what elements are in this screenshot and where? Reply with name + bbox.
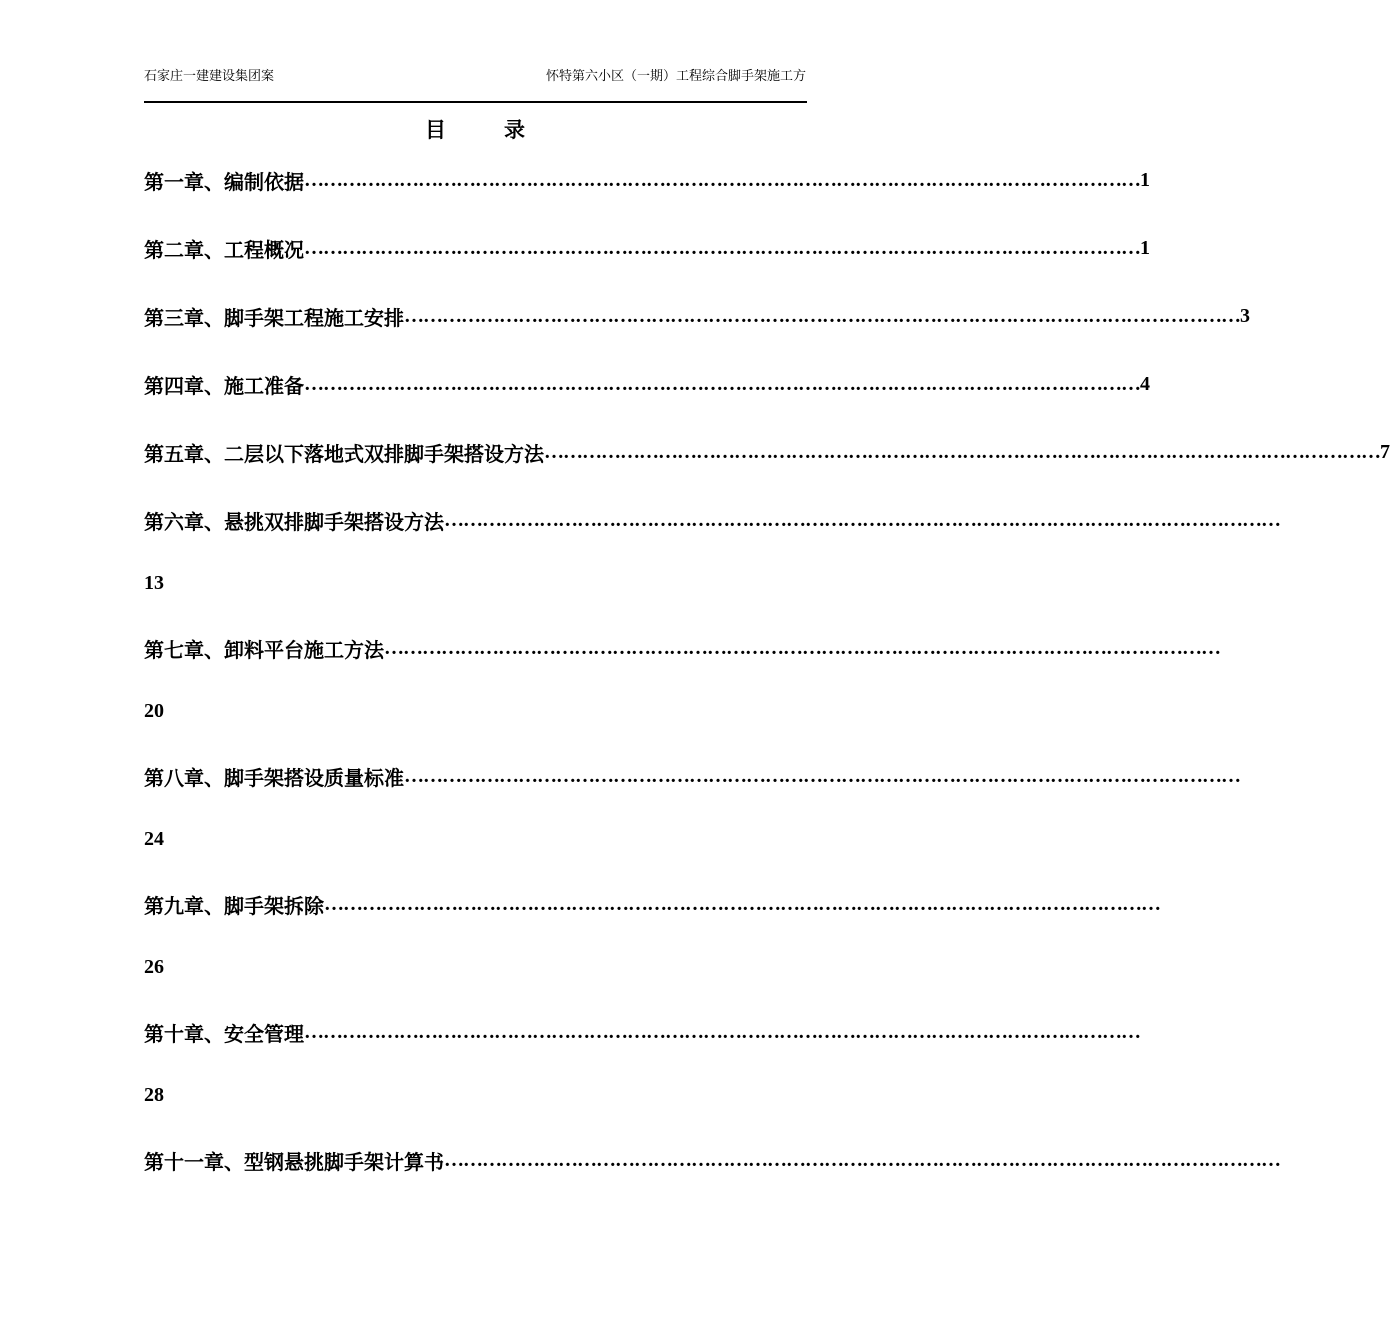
toc-entry-label: 第六章、悬挑双排脚手架搭设方法 <box>144 509 444 534</box>
toc-entry[interactable] <box>144 500 1280 540</box>
toc-entry-page: 1 <box>1140 168 1150 191</box>
toc-dot-leader: …………………………………………………………………………………………………………………… <box>444 1148 1280 1171</box>
toc-entry[interactable] <box>144 884 1160 924</box>
header-left-text: 石家庄一建建设集团案 <box>144 69 275 84</box>
toc-entry-label: 第七章、卸料平台施工方法 <box>144 637 384 662</box>
toc-entry-label: 第二章、工程概况 <box>144 237 304 262</box>
toc-entry-page: 4 <box>1140 372 1150 395</box>
toc-entry[interactable] <box>144 1140 1280 1180</box>
toc-title <box>0 116 950 144</box>
header-divider <box>144 101 807 103</box>
toc-entry-page: 3 <box>1240 304 1250 327</box>
toc-title-char-2: 录 <box>504 117 525 142</box>
toc-dot-leader: …………………………………………………………………………………………………………………… <box>304 372 1140 395</box>
toc-entry-page: 20 <box>144 700 164 722</box>
toc-dot-leader: …………………………………………………………………………………………………………………… <box>404 304 1240 327</box>
toc-dot-leader: …………………………………………………………………………………………………………………… <box>444 508 1280 531</box>
toc-entry-page: 24 <box>144 828 164 850</box>
toc-entry-page: 1 <box>1140 236 1150 259</box>
toc-entry-page: 28 <box>144 1084 164 1106</box>
toc-dot-leader: …………………………………………………………………………………………………………………… <box>544 440 1380 463</box>
toc-entry[interactable] <box>144 756 1240 796</box>
toc-dot-leader: …………………………………………………………………………………………………………………… <box>324 892 1160 915</box>
toc-dot-leader: …………………………………………………………………………………………………………………… <box>384 636 1220 659</box>
toc-entry-page: 26 <box>144 956 164 978</box>
toc-entry-label: 第四章、施工准备 <box>144 373 304 398</box>
toc-entry[interactable] <box>144 296 1250 336</box>
toc-title-char-1: 目 <box>425 117 446 142</box>
toc-entry-label: 第五章、二层以下落地式双排脚手架搭设方法 <box>144 441 544 466</box>
toc-dot-leader: …………………………………………………………………………………………………………………… <box>304 236 1140 259</box>
toc-dot-leader: …………………………………………………………………………………………………………………… <box>304 1020 1140 1043</box>
toc-entry-label: 第三章、脚手架工程施工安排 <box>144 305 404 330</box>
toc-entry-page: 7 <box>1380 440 1390 463</box>
toc-entry-label: 第一章、编制依据 <box>144 169 304 194</box>
toc-dot-leader: …………………………………………………………………………………………………………………… <box>404 764 1240 787</box>
toc-entry-label: 第九章、脚手架拆除 <box>144 893 324 918</box>
toc-entry-label: 第十章、安全管理 <box>144 1021 304 1046</box>
toc-entry-page: 13 <box>144 572 164 594</box>
toc-dot-leader: …………………………………………………………………………………………………………………… <box>304 168 1140 191</box>
toc-entry-label: 第十一章、型钢悬挑脚手架计算书 <box>144 1149 444 1174</box>
toc-entry[interactable] <box>144 432 1390 472</box>
header-right-text: 怀特第六小区（一期）工程综合脚手架施工方 <box>545 69 806 84</box>
toc-entry[interactable] <box>144 228 1150 268</box>
toc-entry[interactable] <box>144 628 1220 668</box>
toc-entry[interactable] <box>144 364 1150 404</box>
toc-entry[interactable] <box>144 160 1150 200</box>
toc-entry[interactable] <box>144 1012 1140 1052</box>
toc-entry-label: 第八章、脚手架搭设质量标准 <box>144 765 404 790</box>
